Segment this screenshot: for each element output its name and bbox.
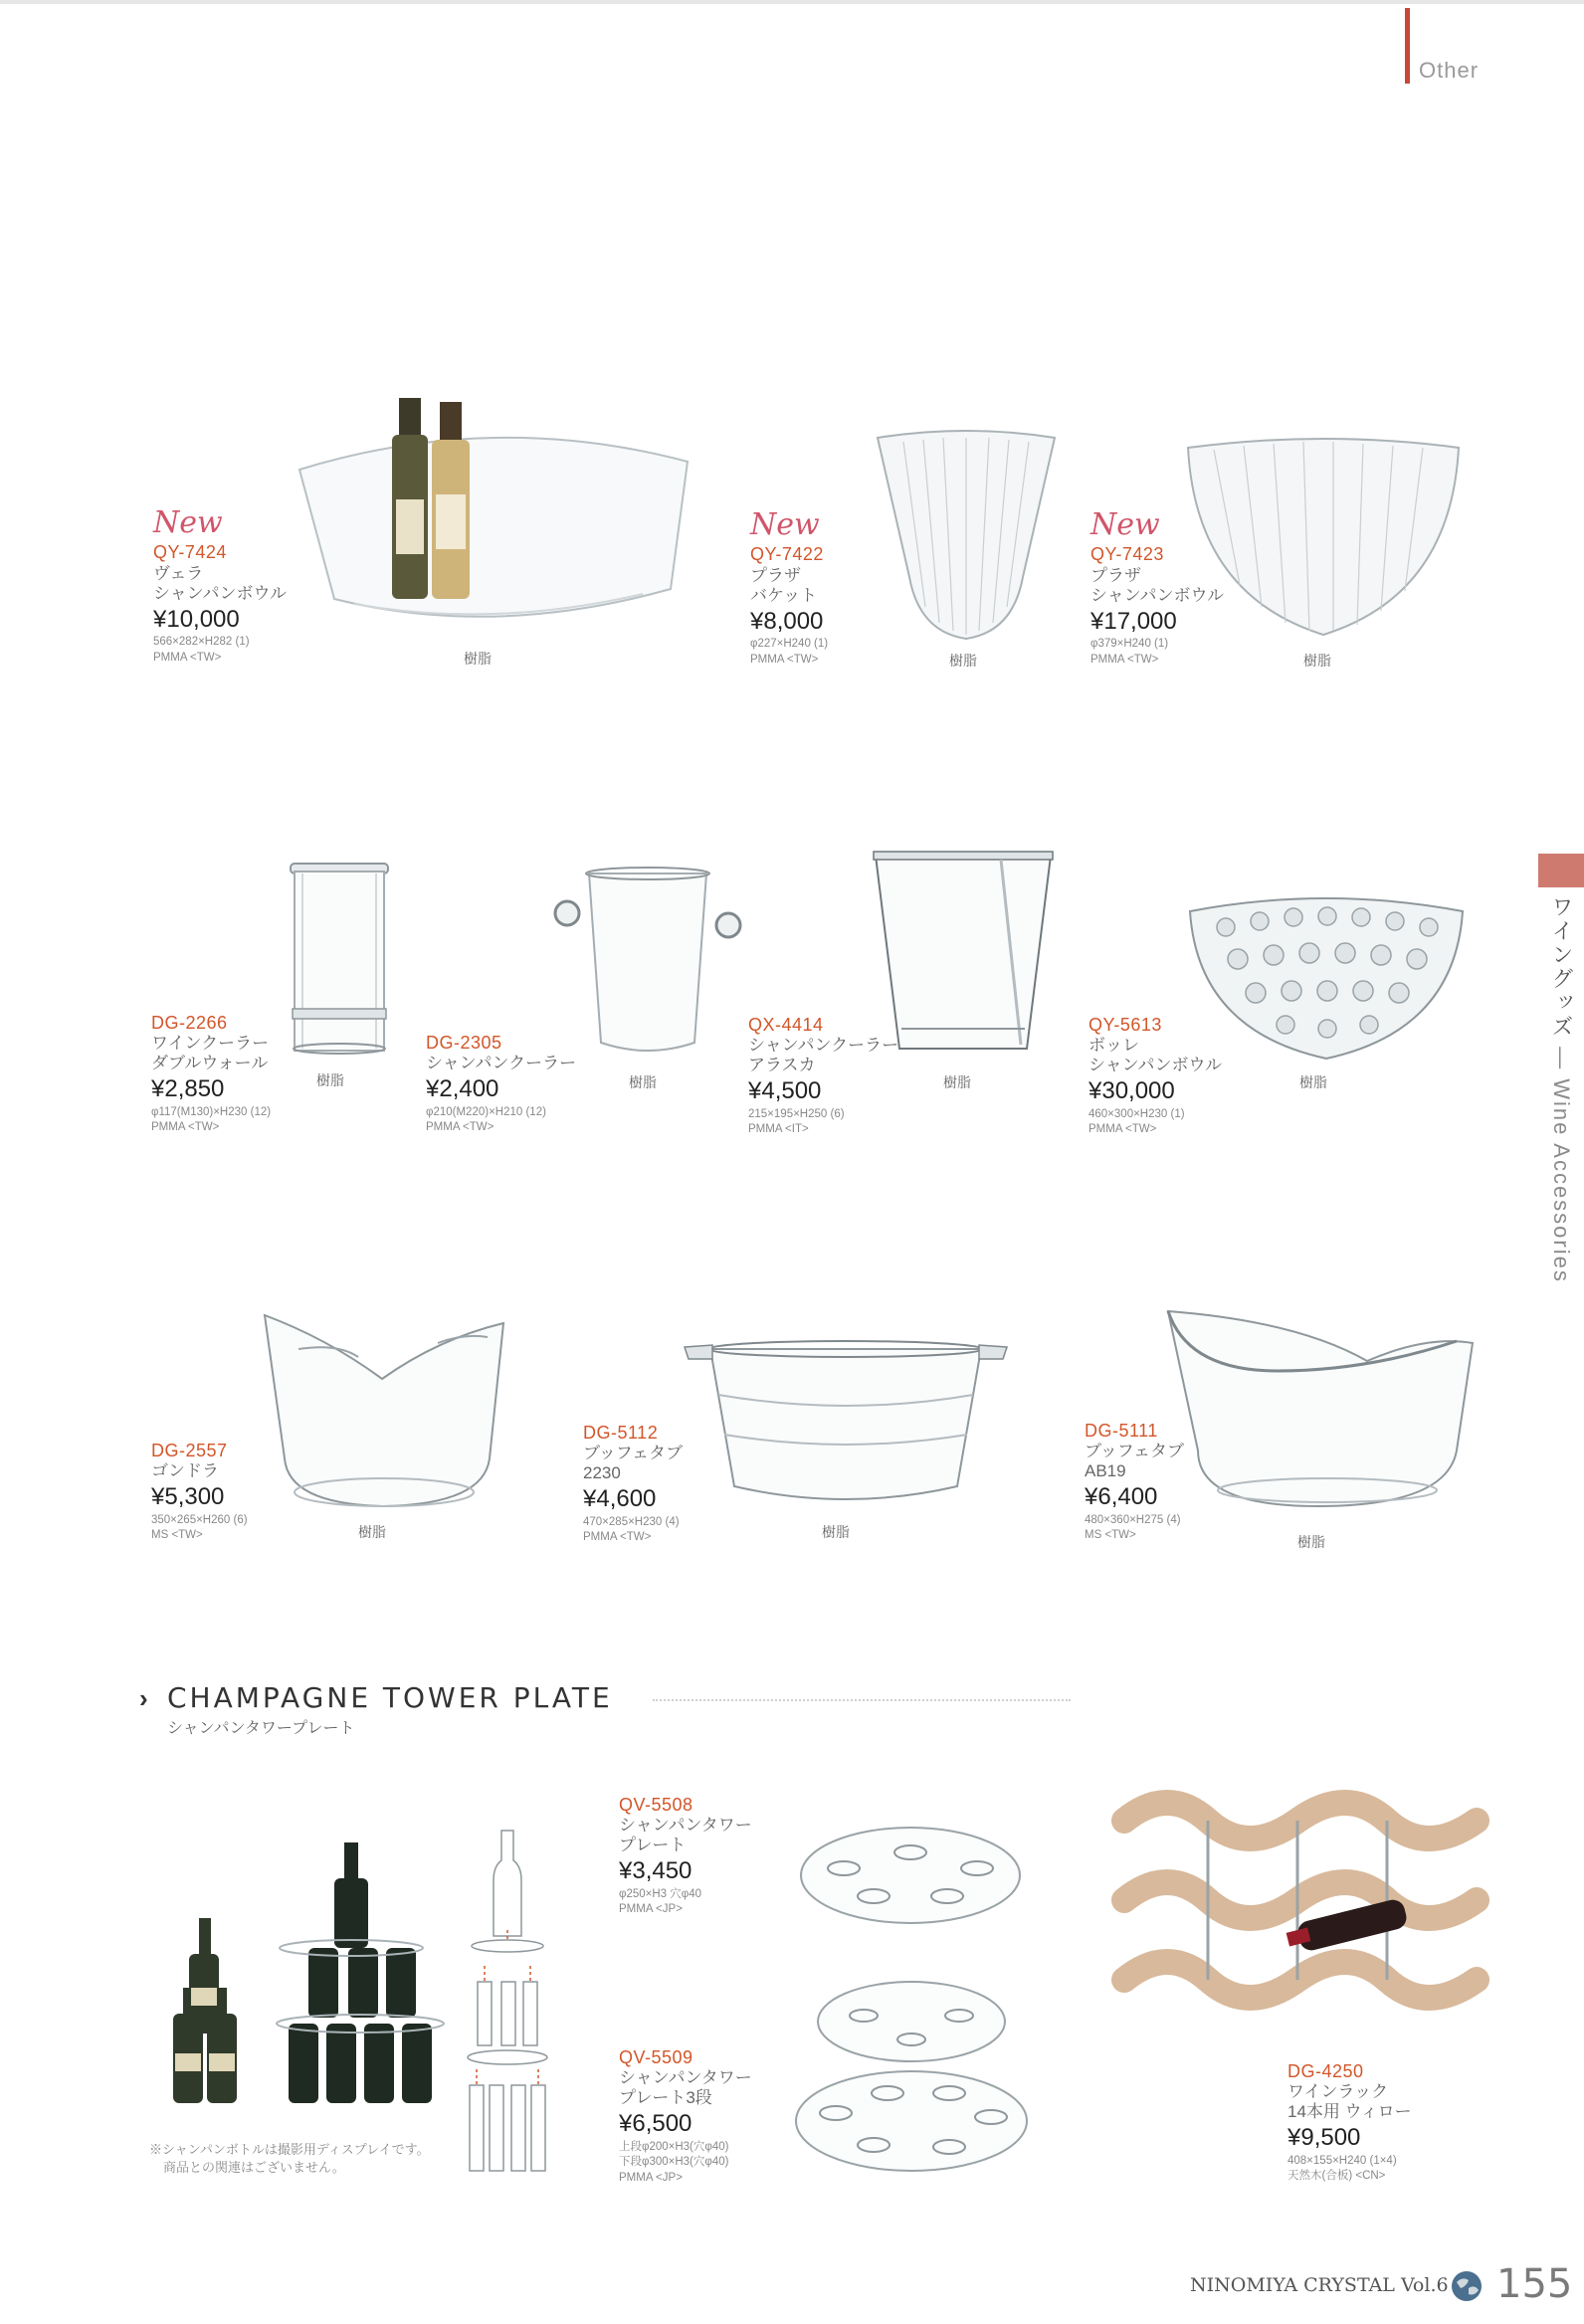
product-spec-2: MS <TW> xyxy=(151,1529,203,1542)
category-label: Other xyxy=(1419,58,1480,83)
product-name-1: ボッレ xyxy=(1089,1036,1139,1056)
tower-assembly-diagram xyxy=(462,1827,553,2181)
product-name-1: プラザ xyxy=(750,565,801,585)
product-spec-1: φ227×H240 (1) xyxy=(750,638,829,651)
product-qv5509 xyxy=(619,2047,752,2185)
material-label: 樹脂 xyxy=(1297,1534,1325,1550)
section-subtitle: シャンパンタワープレート xyxy=(167,1720,355,1737)
product-spec-2: MS <TW> xyxy=(1085,1529,1136,1542)
product-spec-1: φ379×H240 (1) xyxy=(1090,638,1169,651)
product-spec-3: PMMA <JP> xyxy=(619,2171,683,2184)
product-price: ¥30,000 xyxy=(1089,1077,1175,1105)
product-spec-2: PMMA <TW> xyxy=(426,1121,495,1134)
product-price: ¥6,500 xyxy=(619,2110,693,2138)
product-spec-1: 460×300×H230 (1) xyxy=(1089,1107,1185,1120)
product-qx4414 xyxy=(748,1015,898,1137)
product-code: DG-5112 xyxy=(583,1423,659,1443)
section-title: CHAMPAGNE TOWER PLATE xyxy=(167,1681,613,1714)
product-name-2: プレート3段 xyxy=(619,2088,712,2108)
product-code: QV-5509 xyxy=(619,2047,693,2067)
product-price: ¥6,400 xyxy=(1085,1483,1158,1511)
product-spec-1: 408×155×H240 (1×4) xyxy=(1287,2154,1397,2167)
product-spec-1: 215×195×H250 (6) xyxy=(748,1107,845,1120)
product-code: QY-7422 xyxy=(750,544,824,565)
product-name-2: シャンパンボウル xyxy=(1089,1056,1222,1075)
product-spec-2: PMMA <TW> xyxy=(750,653,819,666)
product-spec-2: PMMA <IT> xyxy=(748,1123,809,1136)
product-name-2: シャンパンボウル xyxy=(1090,585,1224,605)
product-image-qy5613 xyxy=(1186,891,1467,1063)
product-name-1: プラザ xyxy=(1090,565,1141,585)
product-price: ¥9,500 xyxy=(1287,2124,1361,2152)
product-price: ¥2,400 xyxy=(426,1075,499,1103)
product-price: ¥17,000 xyxy=(1090,607,1177,635)
product-dg5112 xyxy=(583,1423,683,1545)
product-name-1: シャンパンタワー xyxy=(619,1816,752,1836)
section-tab-marker xyxy=(1538,854,1584,887)
product-spec-1: 470×285×H230 (4) xyxy=(583,1515,680,1528)
section-arrow-icon: › xyxy=(139,1683,148,1713)
material-label: 樹脂 xyxy=(1299,1074,1327,1090)
product-name-1: ブッフェタブ xyxy=(1085,1442,1184,1461)
product-name-1: ヴェラ xyxy=(153,563,204,583)
product-image-qx4414 xyxy=(872,850,1055,1061)
product-price: ¥5,300 xyxy=(151,1483,225,1511)
product-code: QY-7424 xyxy=(153,542,227,563)
category-marker xyxy=(1405,8,1410,84)
product-image-dg5111 xyxy=(1158,1301,1477,1510)
product-spec-2: PMMA <TW> xyxy=(583,1531,652,1544)
product-code: DG-2557 xyxy=(151,1441,228,1460)
product-name-1: ワインクーラー xyxy=(151,1034,270,1054)
product-dg5111 xyxy=(1085,1421,1184,1543)
product-qy7424 xyxy=(153,505,287,665)
product-code: QY-7423 xyxy=(1090,544,1164,565)
material-label: 樹脂 xyxy=(1303,653,1331,669)
product-code: QV-5508 xyxy=(619,1795,693,1815)
product-qy7423 xyxy=(1090,507,1224,667)
product-name-2: アラスカ xyxy=(748,1056,816,1075)
product-price: ¥3,450 xyxy=(619,1857,693,1885)
side-label-en: Wine Accessories xyxy=(1549,1078,1574,1283)
globe-icon xyxy=(1451,2270,1483,2302)
product-spec-1: 480×360×H275 (4) xyxy=(1085,1513,1181,1526)
material-label: 樹脂 xyxy=(629,1074,657,1090)
product-dg4250 xyxy=(1287,2061,1412,2184)
product-price: ¥4,500 xyxy=(748,1077,822,1105)
product-price: ¥10,000 xyxy=(153,605,240,633)
product-spec-1: 上段φ200×H3(穴φ40) xyxy=(619,2140,729,2153)
section-side-label xyxy=(1546,895,1577,1283)
product-image-qy7422 xyxy=(874,428,1059,645)
product-qy5613 xyxy=(1089,1015,1222,1137)
photo-note xyxy=(149,2141,430,2177)
new-badge: New xyxy=(750,507,820,542)
product-name-2: 2230 xyxy=(583,1463,621,1483)
note-line-1: ※シャンパンボトルは撮影用ディスプレイです。 xyxy=(149,2142,430,2157)
product-spec-2: 下段φ300×H3(穴φ40) xyxy=(619,2156,729,2169)
product-name-1: シャンパンタワー xyxy=(619,2068,752,2088)
material-label: 樹脂 xyxy=(822,1524,850,1540)
product-code: DG-2266 xyxy=(151,1013,228,1033)
product-code: QX-4414 xyxy=(748,1015,824,1035)
side-label-separator: — xyxy=(1549,1047,1574,1071)
product-price: ¥4,600 xyxy=(583,1485,657,1513)
product-spec-2: PMMA <TW> xyxy=(1089,1123,1157,1136)
product-image-qy7424 xyxy=(295,390,697,644)
product-name-2: シャンパンボウル xyxy=(153,583,287,603)
product-image-qy7423 xyxy=(1184,436,1463,641)
product-name-2: AB19 xyxy=(1085,1461,1126,1481)
new-badge: New xyxy=(1090,507,1160,542)
product-name-1: シャンパンクーラー xyxy=(748,1036,899,1056)
note-line-2: 商品との関連はございません。 xyxy=(163,2160,345,2176)
product-name-2: バケット xyxy=(750,585,818,605)
material-label: 樹脂 xyxy=(464,651,492,667)
material-label: 樹脂 xyxy=(316,1072,344,1088)
product-qv5508 xyxy=(619,1795,752,1917)
product-image-qv5509 xyxy=(792,1970,1031,2179)
product-image-qv5508 xyxy=(796,1821,1025,1930)
product-price: ¥2,850 xyxy=(151,1075,225,1103)
top-rule xyxy=(0,0,1584,4)
product-spec-1: φ117(M130)×H230 (12) xyxy=(151,1105,272,1118)
product-name-2: プレート xyxy=(619,1836,687,1855)
product-image-dg2266 xyxy=(285,860,394,1057)
product-name-2: ダブルウォール xyxy=(151,1054,269,1073)
product-code: DG-5111 xyxy=(1085,1421,1158,1441)
product-spec-1: φ250×H3 穴φ40 xyxy=(619,1887,702,1900)
product-dg2266 xyxy=(151,1013,271,1135)
product-spec-1: φ210(M220)×H210 (12) xyxy=(426,1105,546,1118)
product-image-dg5112 xyxy=(683,1337,1009,1508)
material-label: 樹脂 xyxy=(949,653,977,669)
product-spec-2: PMMA <JP> xyxy=(619,1903,683,1916)
product-name-1: ブッフェタブ xyxy=(583,1444,683,1463)
product-spec-2: PMMA <TW> xyxy=(153,651,222,664)
product-name-1: ワインラック xyxy=(1287,2082,1389,2102)
product-name-1: ゴンドラ xyxy=(151,1461,219,1481)
product-spec-2: PMMA <TW> xyxy=(151,1121,220,1134)
product-image-dg4250 xyxy=(1108,1781,1502,2047)
new-badge: New xyxy=(153,505,223,540)
product-image-dg2305 xyxy=(549,864,746,1063)
product-spec-1: 350×265×H260 (6) xyxy=(151,1513,248,1526)
product-spec-1: 566×282×H282 (1) xyxy=(153,636,250,649)
product-name-2: 14本用 ウィロー xyxy=(1287,2102,1412,2122)
product-qy7422 xyxy=(750,507,828,667)
catalog-brand: NINOMIYA CRYSTAL Vol.6 xyxy=(1190,2274,1449,2296)
product-spec-2: PMMA <TW> xyxy=(1090,653,1159,666)
product-price: ¥8,000 xyxy=(750,607,824,635)
side-label-jp: ワイングッズ xyxy=(1549,895,1574,1039)
material-label: 樹脂 xyxy=(358,1524,386,1540)
section-rule xyxy=(653,1699,1071,1701)
product-dg2305 xyxy=(426,1033,576,1135)
product-image-dg2557 xyxy=(259,1309,507,1508)
product-name-1: シャンパンクーラー xyxy=(426,1054,577,1073)
product-spec-2: 天然木(合板) <CN> xyxy=(1287,2170,1386,2183)
material-label: 樹脂 xyxy=(943,1074,971,1090)
product-code: QY-5613 xyxy=(1089,1015,1162,1035)
product-code: DG-2305 xyxy=(426,1033,502,1053)
product-code: DG-4250 xyxy=(1287,2061,1364,2081)
product-dg2557 xyxy=(151,1441,248,1543)
champagne-tower-photo xyxy=(159,1839,448,2113)
page-number: 155 xyxy=(1496,2261,1573,2307)
